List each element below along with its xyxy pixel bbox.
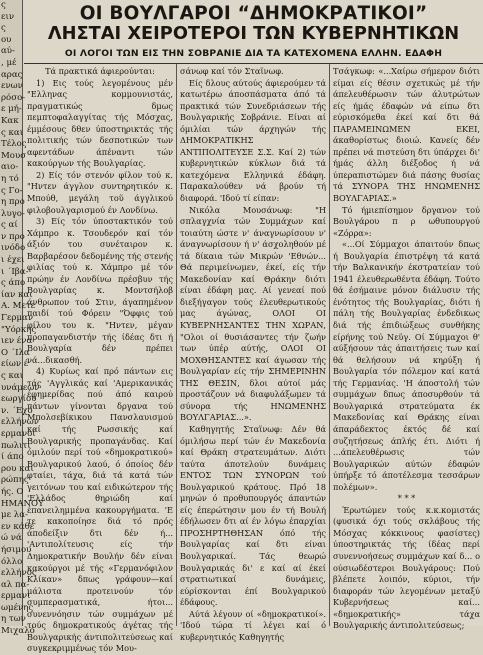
article-paragraph: Νικόλα Μουσάνωφ: "Η σπλαγχνία τών Συμμάχων καί τοιαύτη ώστε ν' άναγνωρίσουν ν' άναγνωρίσουν ή ν' άσχοληθούν μέ τά δίκαια τών Μικρών 'Εθνών... Θά περιμείνωμεν, έκεί, είς τήν Μακεδονίαν καί Θράκην διότι είναι έδάφη μας. Αί γενεαί πού διεξήγαγον τούς έλευθερωτικούς μας άγώνας, ΟΛΟΙ ΟΙ ΚΥΒΕΡΝΗΣΑΝΤΕΣ ΤΗΝ ΧΩΡΑΝ, "Ολοι οί θυσιάσαντες τήν ζωήν των ύπέρ αύτής, ΟΛΟΙ ΟΙ ΜΟΧΘΗΣΑΝΤΕΣ καί άγωσαν τής Βουλγαρίαν είς τήν ΣΗΜΕΡΙΝΗΝ ΤΗΣ ΘΕΣΙΝ, δλοι αύτοί μάς προστάζουν νά διαφυλάξωμεν τά σύνορα τής ΗΝΩΜΕΝΗΣ ΒΟΥΛΓΑΡΙΑΣ...». (180, 204, 326, 423)
margin-text-line: αρας (1, 69, 23, 80)
article-paragraph: Έρωτώμεν τούς κ.κ.κομιστάς (φυσικά όχι τούς σκλάβους τής Μόσχας κόκκινους φασίστες) ύποστηρικτάς τής ίδέας περί συνεννοήσεως συμμάχων καί δ... ο ούσιωδέστεροι Βουλγάρους: Πού βλέπετε λοιπόν, κύριοι, τήν διαφοράν τών λεγομένων μεταξύ Κυβερνήσεως καί... «δημοκρατικής» τάχα Βουλγαρικής άντιπολιτεύσεως; (333, 504, 480, 631)
margin-text-line: ήσιμου (1, 544, 32, 555)
margin-text-line: ωμένης (1, 602, 34, 613)
margin-text-line: ΗΜΑΝΟΥ (1, 498, 44, 509)
headline-line-1: ΟΙ ΒΟΥΛΓΑΡΟΙ “ΔΗΜΟΚΡΑΤΙΚΟΙ” (79, 3, 428, 24)
margin-text-line: ρώπης (1, 475, 29, 486)
article-paragraph: Τό ήμιεπίσημον δργανον τού Βουλγάρου π ρ ωθυπουργού «Ζόρρα»: (333, 204, 480, 238)
margin-text-line: αύ- (1, 46, 15, 57)
article-paragraph: 3) Είς τόν ύποστακτικόν τού Χάμπρο κ. Τσουδερόν καί τόν άξιόν του συνέταιρον κ. Βαρβαρέσον δεδομένης τής στενής φιλίας τού κ. Χάμπρο μέ τόν πρώην έν Λονδίνω πρέσβυν τής Βουλγαρίας κ. Μοντσήλοβ άνθρωπον τού Στιν, άγαπημένον παιδί τού Φόρειν "Όφφις τού φίλου του κ. "Ηντεν, μέγαν προπαγανδιστήν τής ίδέας δτι ή Βουλγαρία δέν πρέπει νά...δικασθή. (27, 216, 173, 365)
margin-text-line: υνάμεων (1, 382, 40, 393)
article-paragraph: Αύτά λέγουν οί «δημοκρατικοί». 'Ιδού τώρα τί λέγει καί ό κυβερνητικός Καθηγητής (180, 608, 326, 642)
article-paragraph: * * * (397, 493, 416, 504)
margin-text-line: ελλήνος (1, 568, 37, 579)
article-paragraph: 2) Είς τόν στενόν φίλον τού κ. "Ηντεν άγγλον συντηρητικόν κ. Μπούθ, μεγάλη τοῦ άγγλικού φιλοβουλγαρισμού έν Λονδίνω. (27, 169, 173, 215)
margin-text-line: πωλιτι (1, 440, 31, 451)
margin-text-line: , μέ (1, 57, 17, 68)
margin-text-line: ειν (1, 11, 15, 22)
article-paragraph: Καθηγητής Σταϊνωφ: Δέν θά όμιλήσω περί τών έν Μακεδονία καί Θράκη στρατευμάτων. Διότι ταύτα άποτελούν δυνάμεις ΕΝΤΟΣ ΤΩΝ ΣΥΝΟΡΩΝ τού Βουλγαρικού κράτους. Πρό 18 μηνών ό προθυπουργός άπαντών είς έπερώτησιν μου έν τή Βουλή έδήλωσεν δτι αί έν λόγω έπαρχίαι ΠΡΟΣΗΡΤΗΘΗΣΑΝ όπό τής Βουλγαρίας καί δτι είναι Βουλγαρικαί. Τάς θεωρώ Βουλγαρικάς δι' ε καί αί έκεί στρατιωτικαί δυνάμεις, εύρίσκονται έπί Βουλγαρικού έδάφους. (180, 423, 326, 608)
margin-text-line: ρου και (1, 463, 34, 474)
margin-text-line: ρόσο- (1, 92, 26, 103)
margin-text-line: ενων (1, 81, 23, 92)
article-paragraph: 1) Εις τούς λεγομένους μέν "Ελληνας κομμουνιστάς, πραγματικώς δμως πεμπτοφαλαγγίτας τής Μόσχας, έμμέσους δθεν ύποστηρικτάς τής πολιτικής τών δεσποτικών των αφεντάδων άπέναντι τών κακούργων τής Βουλγαρίας. (27, 77, 173, 169)
margin-text-line: με λα- (1, 510, 28, 521)
article-paragraph: 4) Κυρίως καί πρό πάντων εις τάς 'Αγγλικάς καί 'Αμερικανικάς έφημερίδας πού άπό καιρού πάντων γίνονται δργανα τού Μπολσεβίκικου Πανσλαυισμού καί τής Ρωσσικής καί Βουλγαρικής προπαγάνδας. Καί όμιλούν περί τού «δημοκρατικού» Βουλγαρικού λαού, ό όποίος δέν φταίει, τάχα, διά τά κατά τών γειτόνων του καί ειδικώτερον τής 'Ελλάδος θηριώδη καί έπανειλημμένα κακουργήματα. 'Ε τε κακοποίησε διά τό πρός άποδείξιν δτι δέν ή... 'Αντιπολίτευσις είς τήν Δημοκρατικήν Βουλήν δέν είναι κακούργοι μέ τής «Γερμανόφιλον Κλίκαν» δπως γράφουν—καί μάλιστα προτεινούν τόν συμπερασματικά, ήτοι... συνεννόησιν τών συμμάχων μέ τούς δημοκρατικούς άγέτας τής Βουλγαρικής άντιπολιτεύσεως καί συγκεκριμμένως τόν Μου- (27, 366, 173, 654)
margin-text-line: Γερμαν (1, 313, 34, 324)
margin-text-line: Τέλος (1, 139, 27, 150)
margin-text-line: Μιχαλό (1, 626, 35, 637)
margin-text-line: ς αί (1, 220, 18, 231)
margin-text-line: ς άπο (1, 278, 26, 289)
margin-text-line: Κακ (1, 115, 19, 126)
margin-text-line: ελλήνων (1, 417, 39, 428)
margin-text-line: ερμανοί (1, 428, 36, 439)
margin-text-line: αλ πα- (1, 579, 30, 590)
margin-text-line: ν προ (1, 231, 25, 242)
margin-text-line: ής. Ο (1, 486, 24, 497)
margin-text-line: ς και (1, 127, 24, 138)
margin-text-line: ου (1, 34, 12, 45)
article-column-2 (177, 64, 330, 642)
margin-text-line: ί άπο (1, 452, 24, 463)
margin-text-line: ώ νά (1, 533, 22, 544)
margin-text-line: ν. ΄Εχό (1, 405, 33, 416)
margin-text-line: "Υόρκης (1, 324, 37, 335)
article-paragraph: Είς δλους αύτούς άφιερούμεν τά κατωτέρω άποσπάσματα άπό τά πρακτικά τών Συνεδριάσεων τής Βουλγαρικής Σοβράνιε. Είναι αί όμιλίαι τών άρχηγών τής ΔΗΜΟΚΡΑΤΙΚΗΣ ΑΝΤΙΠΟΛΙΤΕΥΣΕ Σ.Σ. Καί 2) τών κυβερνητικών κύκλων διά τά κατεχόμενα Ελληνικά έδάφη. Παρακαλούθεν νά βρούν τή διαφορά. 'Ιδού τί είπαν: (180, 77, 326, 204)
margin-text-line: ι ΄Ιβα- (1, 266, 29, 277)
margin-text-line: λυγο- (1, 208, 25, 219)
article-paragraph: Τσάγκωφ: «...Χαίρω σήμερον διότι είμαι είς θέσιν σχετικώς μέ τήν άπελευθέρωσιν τών άλυτρώτων είς ήμάς έδαφών νά είπω δτι εύρισκόμεθα έκεί καί δτι θά ΠΑΡΑΜΕΙΝΩΜΕΝ ΕΚΕΙ, άκαθορίστως διοιώ. Κανείς δέν πρέπει νά πιστεύση δτι ύπάρχει δι' ήμάς άλλη διέξοδος ή νά ύπεραπιστώμεν διά πάσης θυσίας τά ΣΥΝΟΡΑ ΤΗΣ ΗΝΩΜΕΝΗΣ ΒΟΥΛΓΑΡΙΑΣ.» (333, 66, 480, 204)
article-paragraph: Τά πρακτικά άφιερούνται: (45, 66, 155, 76)
article-column-1 (24, 64, 177, 654)
margin-text-line: ιεν ένα (1, 336, 33, 347)
margin-text-line: εν κάθε (1, 521, 35, 532)
article-body (24, 64, 483, 654)
margin-text-line: ερμανι (1, 591, 31, 602)
margin-text-line: ς (1, 0, 6, 10)
margin-text-line: η προ (1, 197, 25, 208)
margin-text-line: ς (1, 23, 6, 34)
headline-line-2: ΛΗΣΤΑΙ ΧΕΙΡΟΤΕΡΟΙ ΤΩΝ ΚΥΒΕΡΝΗΤΙΚΩΝ (47, 23, 460, 44)
margin-text-line: είων έ (1, 359, 29, 370)
margin-text-line: η των (1, 614, 26, 625)
margin-text-line: ε μή- (1, 104, 22, 115)
margin-text-line: Α. Μετε (1, 301, 36, 312)
article-header (24, 0, 483, 64)
article-paragraph: σάνωφ καί τόν Σταϊνωφ. (180, 66, 284, 76)
margin-text-line: εωργίου (1, 394, 37, 405)
margin-text-line: ς Γο- (1, 185, 23, 196)
article-paragraph: «...Οί Σύμμαχοι άπαιτούν δπως ή Βουλγαρία έπιστρέψη τά κατά τήν Βαλκανικήν έκστρατείαν τού 1941 έλευθερωθέντα έδάφη. Τούτο θά έσήμαινε μόνον διάλυσιν τής ένότητος τής Βουλγαρίας, διότι ή πάλη τής Βουλγαρίας ένδεδικως διά τής έπιδιώξεως συνθήκης είρήνης τού Νεϋγ. Οί Σύμμαχοι θ' αύξήσουν τάς άπαιτήσεις των καί θά θελήσουν νά κηρύξη ή Βουλγαρία τόν πόλεμον καί κατά τής Γερμανίας. 'Η άποστολή τών συμμάχων δπως άποσυρθούν τά Βουλγαρικά στρατεύματα έκ Μακεδονίας καί Θράκης είναι άπαράδεκτος έκτός δέ καί συζητήσεως άπλής έτι. Διότι ή ...άπελευθέρωσις τών Βουλγαρικών αύτών έδαφών ύπήρξε τό άποτέλεσμα τεσσάρων πολέμων». (333, 239, 480, 492)
margin-text-line: ι έχει (1, 255, 25, 266)
margin-text-line: ινόδο (1, 243, 26, 254)
margin-text-line: όλλο (1, 556, 23, 567)
margin-text-line: αιο- (1, 162, 19, 173)
margin-text-line: Ο ΄Ιλα (1, 347, 30, 358)
margin-text-line: ίαν και (1, 289, 33, 300)
adjacent-column-fragment (0, 0, 44, 637)
article-column-3 (330, 64, 483, 631)
margin-text-line: η τό (1, 173, 19, 184)
margin-text-line: ς και (1, 371, 24, 381)
article-subtitle: ΟΙ ΛΟΓΟΙ ΤΩΝ ΕΙΣ ΤΗΝ ΣΟΒΡΑΝΙΕ ΔΙΑ ΤΑ ΚΑΤΕΧΟΜΕΝΑ ΕΛΛΗΝ. ΕΔΑΦΗ (64, 48, 443, 59)
margin-text-line: Μουσ (1, 150, 27, 161)
